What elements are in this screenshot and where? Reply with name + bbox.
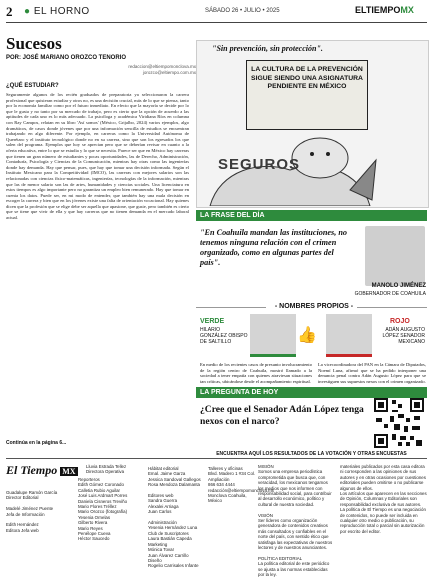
masthead-logo-text: El Tiempo — [6, 463, 58, 477]
author-email-2[interactable]: jorozco@eltiempo.com.mx — [142, 70, 196, 75]
masthead-logo-box: MX — [62, 467, 76, 476]
section-name: ● EL HORNO — [24, 6, 90, 17]
cartoon-label: SEGUROS — [218, 156, 301, 173]
verde-name: HILARIO GONZÁLEZ OBISPO DE SALTILLO — [200, 327, 248, 345]
continues-link[interactable]: Continúa en la página 6... — [6, 440, 67, 446]
rojo-text: La vicecoordinadora del PAN en la Cámara de Diputados, Noemí Luna, afirmó que se ha pedido interponer una denuncia penal contra Adán Augusto López para que se investiguen sus supuestos nexos con el crimen organizado. — [318, 362, 426, 384]
column-title: Sucesos — [6, 34, 62, 53]
section-rule-left — [196, 307, 266, 308]
cartoon-sign — [246, 60, 368, 130]
quote-author: MANOLO JIMÉNEZ — [371, 283, 426, 289]
frase-label: LA FRASE DEL DÍA — [200, 212, 265, 219]
masthead-offices: Talleres y oficinas Blvd. Madero 1 #34 Col. Ampliación 866 634 4444 redacción@eltiempomonclova.mx Monclova Coahuila, México — [208, 466, 274, 504]
masthead-operations: Lluvia Estrada Tellez Directora Operativa — [86, 464, 127, 475]
section-label: EL HORNO — [33, 6, 90, 17]
pregunta-label: LA PREGUNTA DE HOY — [200, 389, 279, 396]
masthead-reporters: Reporteros Edith Gómez Coronado Calletia Rubio Aguilar José Luis Ardmart Porres Daniela Cisneros Treviño Mario Flores Tréllez Mario Orozco (fotografía) Yesenia Ornelas Gilberto Rivera Mario Reyes Penélope Cueva Héctor Saucedo — [78, 477, 128, 542]
header-divider — [6, 22, 427, 23]
page-number: 2 — [6, 4, 13, 19]
rojo-label: ROJO — [390, 318, 410, 325]
cartoon-sign-text: LA CULTURA DE LA PREVENCIÓN SIGUE SIENDO UNA ASIGNATURA PENDIENTE EN MÉXICO — [251, 66, 363, 90]
cartoon-caption: "Sin prevención, sin protección". — [212, 44, 323, 53]
poll-results-link[interactable]: ENCUENTRA AQUÍ LOS RESULTADOS DE LA VOTACIÓN Y OTRAS ENCUESTAS — [216, 451, 407, 457]
quote-text: "En Coahuila mandan las instituciones, no tenemos ninguna relación con el crimen organizado, como en algunas partes del país". — [200, 228, 347, 267]
masthead-directors: Guadalupe Ramón García Director Editorial Madelé Jiménez Puente Jefa de Información Edith Hernández Editora Jefa web — [6, 490, 58, 533]
article-subhead: ¿QUÉ ESTUDIAR? — [6, 83, 59, 89]
quote-author-role: GOBERNADOR DE COAHUILA — [354, 291, 426, 297]
site-logo[interactable] — [355, 5, 414, 15]
footer-divider — [6, 458, 427, 459]
issue-date: SÁBADO 26 • JULIO • 2025 — [205, 8, 280, 14]
author-emails — [6, 64, 196, 76]
qr-code-icon[interactable] — [374, 398, 424, 448]
rojo-photo — [326, 314, 372, 357]
poll-question: ¿Cree que el Senador Adán López tenga nexos con el narco? — [200, 404, 364, 427]
masthead-staff: Hábitat editorial Emal. Jaime Garza Jessica Sandoval Gallegos Rosa Mendoza Dalamanta Editores web Sandra Guerra Alexalei Arriaga Juan Carlos Administración Yesenia Hernández Luna Club de Suscriptores Laura Bastián Capeda Marketing Mónica Tovar Juan Álvarez Carrillo Diseño Rogelio Carrisales Infante — [148, 466, 201, 569]
verde-photo — [250, 314, 296, 357]
verde-text: En medio de los recientes casos de presunto involucramiento de la región centro de Coahuila, mostró llamado a la sociedad a tener empatía con quienes atraviesan situaciones tan críticas, ubicándose desde el acompañamiento espiritual. — [200, 362, 313, 384]
nombres-propios-title: - NOMBRES PROPIOS - — [274, 303, 354, 310]
quote-person-photo — [365, 226, 425, 286]
page-header — [0, 0, 433, 24]
thumbs-up-icon: 👍 — [297, 325, 317, 344]
byline: POR: JOSÉ MARIANO OROZCO TENORIO — [6, 55, 127, 61]
author-email-1[interactable]: redaccion@eltiempomonclova.mx — [128, 64, 196, 69]
logo-suffix: MX — [400, 5, 414, 15]
masthead-mission: MISIÓN Somos una empresa periodística comprometida que busca que, con veracidad, los mexicanos tengamos los medios que nos informen con responsabilidad social, para contribuir al desarrollo económico, político y cultural de nuestra sociedad. VISIÓN Ser líderes como organización generadora de contenidos creativos más consultados y confiables en el norte del país, con sentido ético que satisfaga las expectativas de nuestros lectores y de nuestros anunciantes. POLÍTICA EDITORIAL La política editorial de este periódico se ajusta a las normas establecidas por la ley. — [258, 464, 333, 578]
masthead-logo — [6, 463, 78, 478]
masthead-policy: materiales publicados por esta casa editora ni corresponden a las opiniones de sus autores y en otras ocasiones por cuestiones editoriales pueden omitirse o no publicarse algunos de ellos. Los artículos que aparecen en las secciones de Opinión, Columnas y Editoriales son responsabilidad exclusiva de sus autores. La política de El Tiempo es una negociación de contenidos, no puede ser incluida en cualquier otro medio o publicación, su reproducción total o parcial sin autorización por escrito del editor. — [340, 464, 427, 534]
verde-label: VERDE — [200, 318, 225, 325]
article-body: Seguramente algunos de los recién graduados de preparatoria ya seleccionaron la carrera profesional que quisieran estudiar y otros no, es una decisión crucial, más de lo que se piensa, tanto por la economía familiar como por el futuro inmediato. En efecto que la mayoría se decide por lo que le gusta y no tanto por su mercado de trabajo, pero es cierto que la opción de acuerdo a las aptitudes de cada uno es lo más adecuado. La psicóloga y académica Viridiana Ríos en columna con Ray Campos, relatan en su libro 'Así somos' (México, Grijalbo, 2024) varios ejemplos, algo dramáticos, de casos donde jóvenes que por una información sencilla de estudios se encuentran trabajando en algo diferente. Por ejemplo, en carreras como la Universidad Autónoma de Querétaro y el instituto tecnológico donde no en su carrera, sino que son los egresados los que salen del programa. Ejemplos que hoy se aprecian pero que se deberían revisar en cuanto a la oferta educativa, entre lo que se estudia y lo que se necesita. Parece ser que en México hay carreras que tienen un gran número de estudiantes y pocas oportunidades, las de Derecho, Administración, Contaduría, Psicología y Ciencias de la Comunicación, mientras hay otras como las ingenierías donde hay demanda. Hay que pensar, pues, que hay que tomar una decisión informada. Según el Instituto Mexicano para la Competitividad (IMCO), las carreras con mejores salarios son las relacionadas con ciencias físico-matemáticas, ingenierías, tecnologías de la información, mientras que las de menor salario son las de artes, humanidades y ciencias sociales. Una licenciatura en estos tiempos es algo importante pero no garantiza un empleo bien remunerado. Hay que tomar en cuenta los datos. Puede ser, en mi modo de entender, que también hay una mala decisión en escoger la carrera y bien que en los jóvenes existe una falta de orientación vocacional. Hay quienes dicen que la profesión que se elige debe ser aquella que apasione, que guste, pero también es cierto que se tiene que vivir de ella y que hay carreras que no tienen demanda en el mercado laboral actual. — [6, 92, 189, 221]
rojo-name: ADÁN AUGUSTO LÓPEZ SENADOR MEXICANO — [382, 327, 425, 345]
logo-main: ELTIEMPO — [355, 5, 401, 15]
